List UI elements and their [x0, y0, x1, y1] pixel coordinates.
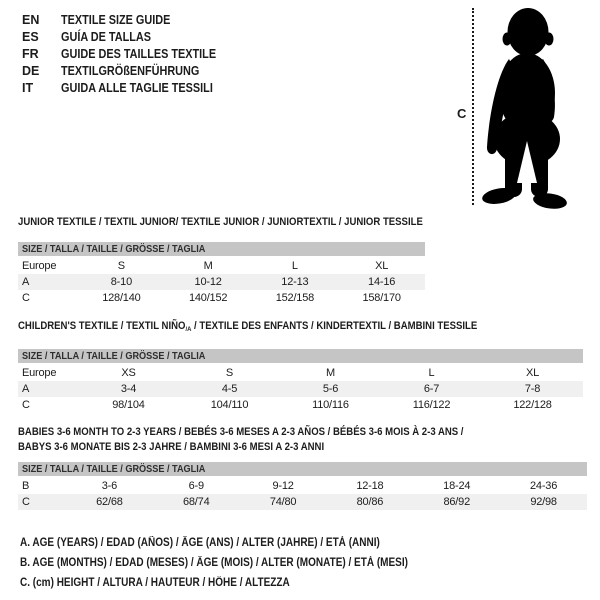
- row-label-cell: B: [22, 480, 30, 492]
- table-title: [18, 319, 583, 337]
- table-cell: 116/122: [412, 398, 451, 411]
- table-cell: 74/80: [269, 496, 297, 508]
- table-cell: 158/170: [362, 292, 401, 304]
- height-measure-label: C: [457, 106, 467, 121]
- table-cell: 122/128: [513, 398, 552, 411]
- table-cell: 104/110: [210, 398, 249, 411]
- language-code: EN: [22, 13, 40, 27]
- table-cell: 80/86: [356, 496, 384, 508]
- column-header: L: [291, 260, 298, 272]
- language-code: ES: [22, 30, 39, 44]
- legend-line-b: [20, 553, 466, 573]
- language-row: [22, 12, 239, 29]
- row-label-cell: C: [22, 496, 30, 508]
- column-header: XS: [121, 366, 136, 379]
- table-cell: 110/116: [312, 398, 349, 411]
- legend-line-a: [20, 533, 466, 553]
- column-header: Europe: [22, 366, 57, 379]
- size-header-text: SIZE / TALLA / TAILLE / GRÖSSE / TAGLIA: [22, 349, 206, 362]
- table-cell: 9-12: [272, 480, 294, 492]
- table-title: [18, 425, 587, 455]
- table-row: [18, 494, 587, 510]
- column-header: M: [326, 366, 335, 379]
- column-header: L: [428, 366, 435, 379]
- table-cell: 3-4: [120, 382, 137, 395]
- language-row: [22, 80, 239, 97]
- size-header-bar: [18, 349, 583, 363]
- title-part: / TEXTILE DES ENFANTS / KINDERTEXTIL / BAMBINI TESSILE: [191, 320, 478, 332]
- baby-silhouette-icon: [477, 5, 571, 209]
- legend-line-c: [20, 573, 466, 593]
- table-cell: 152/158: [275, 292, 315, 304]
- language-code: FR: [22, 47, 39, 61]
- title-part: CHILDREN'S TEXTILE / TEXTIL NIÑO: [18, 320, 186, 332]
- table-row: [18, 478, 587, 494]
- children-table-section: [18, 319, 583, 413]
- size-header-bar: [18, 242, 425, 256]
- size-header-text: SIZE / TALLA / TAILLE / GRÖSSE / TAGLIA: [22, 243, 206, 255]
- table-cell: 62/68: [96, 496, 123, 508]
- table-cell: 7-8: [524, 382, 541, 395]
- language-title: GUIDE DES TAILLES TEXTILE: [61, 47, 217, 61]
- table-row-columns: [18, 258, 425, 274]
- height-measure-line: [472, 8, 474, 205]
- language-title: GUÍA DE TALLAS: [61, 30, 152, 44]
- table-cell: 98/104: [112, 398, 145, 411]
- table-cell: 8-10: [110, 276, 132, 288]
- row-label-cell: A: [22, 276, 30, 288]
- column-header: XL: [375, 260, 389, 272]
- measure-legend: [20, 533, 466, 593]
- language-row: [22, 29, 239, 46]
- language-title: GUIDA ALLE TAGLIE TESSILI: [61, 81, 213, 95]
- table-cell: 140/152: [188, 292, 228, 304]
- column-header: S: [117, 260, 125, 272]
- table-cell: 18-24: [443, 480, 471, 492]
- table-cell: 12-18: [356, 480, 384, 492]
- row-label-cell: C: [22, 292, 30, 304]
- size-header-text: SIZE / TALLA / TAILLE / GRÖSSE / TAGLIA: [22, 463, 206, 475]
- column-header: XL: [525, 366, 540, 379]
- table-row-columns: [18, 365, 583, 381]
- table-title: [18, 215, 425, 230]
- table-cell: 24-36: [530, 480, 558, 492]
- table-title-line1: BABIES 3-6 MONTH TO 2-3 YEARS / BEBÉS 3-6 MESES A 2-3 AÑOS / BÉBÉS 3-6 MOIS À 2-3 ANS /: [18, 426, 464, 438]
- table-row: [18, 290, 425, 306]
- table-cell: 68/74: [182, 496, 210, 508]
- table-cell: 14-16: [368, 276, 396, 288]
- language-title-list: [22, 12, 239, 97]
- table-title-text: [18, 319, 477, 337]
- table-title-text: JUNIOR TEXTILE / TEXTIL JUNIOR/ TEXTILE JUNIOR / JUNIORTEXTIL / JUNIOR TESSILE: [18, 216, 423, 228]
- legend-text: C. (cm) HEIGHT / ALTURA / HAUTEUR / HÖHE / ALTEZZA: [20, 577, 290, 589]
- column-header: Europe: [22, 260, 57, 272]
- language-code: DE: [22, 64, 40, 78]
- table-row: [18, 274, 425, 290]
- column-header: S: [225, 366, 234, 379]
- table-cell: 6-9: [188, 480, 204, 492]
- table-cell: 5-6: [322, 382, 339, 395]
- table-cell: 10-12: [194, 276, 222, 288]
- junior-table-section: [18, 215, 425, 306]
- title-subscript: /A: [185, 325, 192, 333]
- table-row: [18, 381, 583, 397]
- language-code: IT: [22, 81, 34, 95]
- legend-text: B. AGE (MONTHS) / EDAD (MESES) / ÂGE (MOIS) / ALTER (MONATE) / ETÀ (MESI): [20, 557, 408, 569]
- column-header: M: [203, 260, 213, 272]
- language-row: [22, 63, 239, 80]
- table-cell: 6-7: [423, 382, 440, 395]
- table-cell: 3-6: [101, 480, 118, 492]
- table-row: [18, 397, 583, 413]
- row-label-cell: A: [22, 382, 30, 395]
- table-title-line2: BABYS 3-6 MONATE BIS 2-3 JAHRE / BAMBINI 3-6 MESI A 2-3 ANNI: [18, 441, 325, 453]
- table-cell: 92/98: [530, 496, 557, 508]
- language-row: [22, 46, 239, 63]
- table-cell: 86/92: [443, 496, 470, 508]
- size-header-bar: [18, 462, 587, 476]
- table-cell: 4-5: [221, 382, 238, 395]
- babies-table-section: [18, 425, 587, 510]
- table-cell: 128/140: [102, 292, 141, 304]
- row-label-cell: C: [22, 398, 30, 411]
- language-title: TEXTILGRÖßENFÜHRUNG: [61, 64, 200, 78]
- language-title: TEXTILE SIZE GUIDE: [61, 13, 171, 27]
- table-cell: 12-13: [281, 276, 309, 288]
- legend-text: A. AGE (YEARS) / EDAD (AÑOS) / ÂGE (ANS) / ALTER (JAHRE) / ETÀ (ANNI): [20, 537, 380, 549]
